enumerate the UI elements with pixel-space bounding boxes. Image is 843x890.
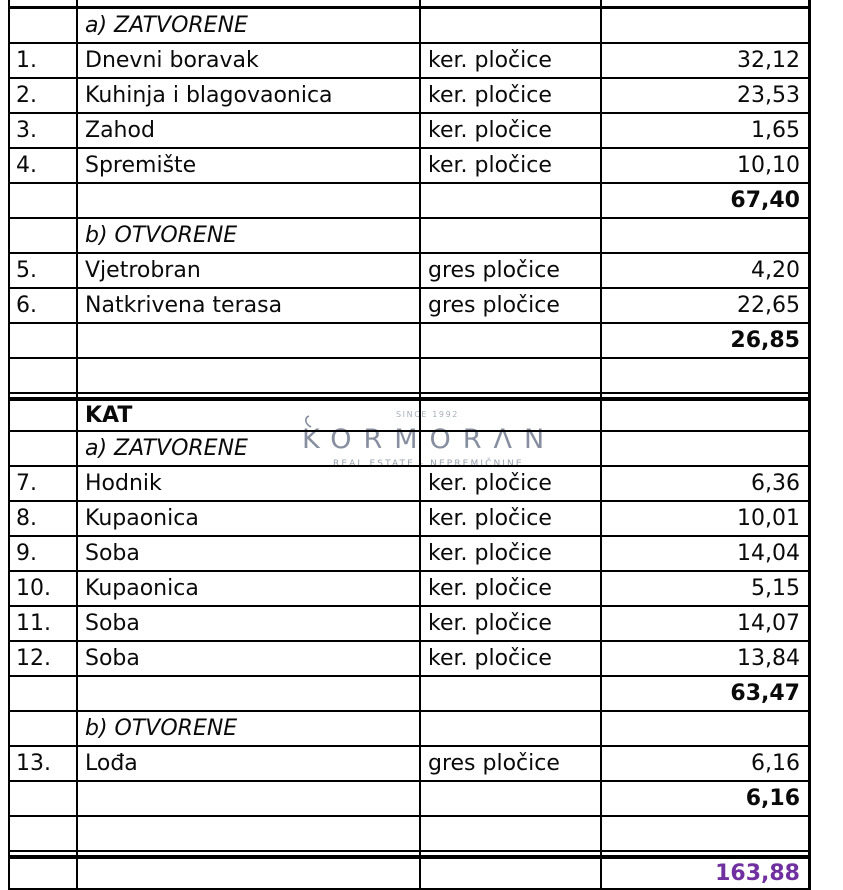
flooring-cell [421,712,602,745]
row-number-cell [10,9,78,42]
row-number-cell: 11. [10,607,78,640]
room-name-cell [78,394,421,397]
room-name-cell: Soba [78,642,421,675]
room-name-cell: Vjetrobran [78,254,421,287]
flooring-cell [421,219,602,252]
flooring-cell [421,401,602,430]
flooring-cell: ker. pločice [421,44,602,77]
area-value-cell: 13,84 [737,646,800,671]
room-name-cell: Zahod [78,114,421,147]
watermark-brand-text: KORMORΛN [302,424,557,455]
room-name-cell: Kupaonica [78,502,421,535]
room-name-cell [78,359,421,392]
row-number-cell [10,677,78,710]
row-number-cell: 10. [10,572,78,605]
flooring-cell [421,817,602,850]
row-number-cell [10,184,78,217]
area-value-cell: 14,04 [737,541,800,566]
room-name-cell: KAT [78,401,421,430]
area-value-cell: 10,10 [737,153,800,178]
room-name-cell [78,677,421,710]
room-name-cell: Natkrivena terasa [78,289,421,322]
area-value-cell: 26,85 [730,328,800,353]
flooring-cell: gres pločice [421,254,602,287]
flooring-cell [421,677,602,710]
room-name-cell [78,782,421,815]
table-row [10,747,808,782]
flooring-cell [421,859,602,888]
table-row [10,467,808,502]
room-name-cell: Hodnik [78,467,421,500]
table-row [10,607,808,642]
flooring-cell: ker. pločice [421,502,602,535]
flooring-cell: ker. pločice [421,114,602,147]
table-row [10,254,808,289]
area-value-cell: 14,07 [737,611,800,636]
area-value-cell: 163,88 [715,861,800,886]
watermark-tagline-text: REAL ESTATE - NEPREMIČNINE [333,459,524,469]
table-row [10,79,808,114]
flooring-cell [421,432,602,465]
table-row [10,184,808,219]
row-number-cell [10,859,78,888]
flooring-cell: ker. pločice [421,149,602,182]
table-row [10,817,808,852]
room-name-cell [78,859,421,888]
room-name-cell: Kupaonica [78,572,421,605]
table-row [10,782,808,817]
room-name-cell: b) OTVORENE [78,712,421,745]
row-number-cell: 7. [10,467,78,500]
flooring-cell: gres pločice [421,747,602,780]
area-value-cell [602,817,808,850]
row-number-cell [10,432,78,465]
watermark-since-text: SINCE 1992 [396,410,459,419]
area-value-cell [602,394,808,397]
table-row [10,9,808,44]
table-row [10,502,808,537]
flooring-cell: ker. pločice [421,537,602,570]
row-number-cell [10,401,78,430]
flooring-cell: ker. pločice [421,79,602,112]
room-name-cell [78,324,421,357]
table-row [10,397,808,432]
row-number-cell: 9. [10,537,78,570]
room-name-cell: a) ZATVORENE [78,9,421,42]
table-row [10,324,808,359]
flooring-cell: ker. pločice [421,467,602,500]
area-value-cell: 6,16 [745,786,800,811]
flooring-cell [421,852,602,855]
area-value-cell [602,712,808,745]
row-number-cell: 12. [10,642,78,675]
area-value-cell [602,852,808,855]
area-value-cell: 6,36 [751,471,800,496]
table-row [10,852,808,855]
flooring-cell [421,394,602,397]
area-value-cell: 4,20 [751,258,800,283]
room-name-cell: Spremište [78,149,421,182]
area-value-cell [602,9,808,42]
table-row [10,289,808,324]
table-row [10,572,808,607]
area-value-cell [602,359,808,392]
area-table [8,0,811,890]
room-name-cell [78,817,421,850]
area-value-cell [602,219,808,252]
flooring-cell [421,359,602,392]
row-number-cell: 5. [10,254,78,287]
table-row [10,359,808,394]
flooring-cell: ker. pločice [421,642,602,675]
row-number-cell: 6. [10,289,78,322]
area-value-cell: 6,16 [751,751,800,776]
area-value-cell [602,0,808,6]
room-name-cell [78,0,421,6]
flooring-cell [421,782,602,815]
row-number-cell [10,817,78,850]
area-value-cell: 1,65 [751,118,800,143]
flooring-cell: ker. pločice [421,607,602,640]
row-number-cell: 8. [10,502,78,535]
table-row [10,537,808,572]
area-value-cell: 67,40 [730,188,800,213]
room-name-cell: a) ZATVORENE [78,432,421,465]
table-row [10,114,808,149]
room-name-cell [78,852,421,855]
area-value-cell: 10,01 [737,506,800,531]
table-row [10,219,808,254]
room-name-cell: Kuhinja i blagovaonica [78,79,421,112]
room-name-cell: Soba [78,537,421,570]
table-row [10,712,808,747]
flooring-cell: gres pločice [421,289,602,322]
area-value-cell: 63,47 [730,681,800,706]
row-number-cell: 13. [10,747,78,780]
row-number-cell [10,219,78,252]
row-number-cell: 1. [10,44,78,77]
area-value-cell: 22,65 [737,293,800,318]
row-number-cell: 4. [10,149,78,182]
table-row [10,394,808,397]
table-row [10,432,808,467]
table-row [10,642,808,677]
area-value-cell [602,432,808,465]
row-number-cell: 2. [10,79,78,112]
row-number-cell [10,782,78,815]
table-row [10,0,808,9]
area-value-cell [602,401,808,430]
flooring-cell [421,0,602,6]
row-number-cell [10,324,78,357]
flooring-cell [421,9,602,42]
flooring-cell: ker. pločice [421,572,602,605]
area-value-cell: 23,53 [737,83,800,108]
table-row [10,44,808,79]
room-name-cell [78,184,421,217]
row-number-cell [10,712,78,745]
room-name-cell: Dnevni boravak [78,44,421,77]
area-value-cell: 32,12 [737,48,800,73]
area-value-cell: 5,15 [751,576,800,601]
table-row [10,677,808,712]
room-name-cell: b) OTVORENE [78,219,421,252]
flooring-cell [421,184,602,217]
row-number-cell: 3. [10,114,78,147]
room-name-cell: Lođa [78,747,421,780]
row-number-cell [10,0,78,6]
row-number-cell [10,359,78,392]
table-row [10,149,808,184]
row-number-cell [10,852,78,855]
room-name-cell: Soba [78,607,421,640]
row-number-cell [10,394,78,397]
flooring-cell [421,324,602,357]
